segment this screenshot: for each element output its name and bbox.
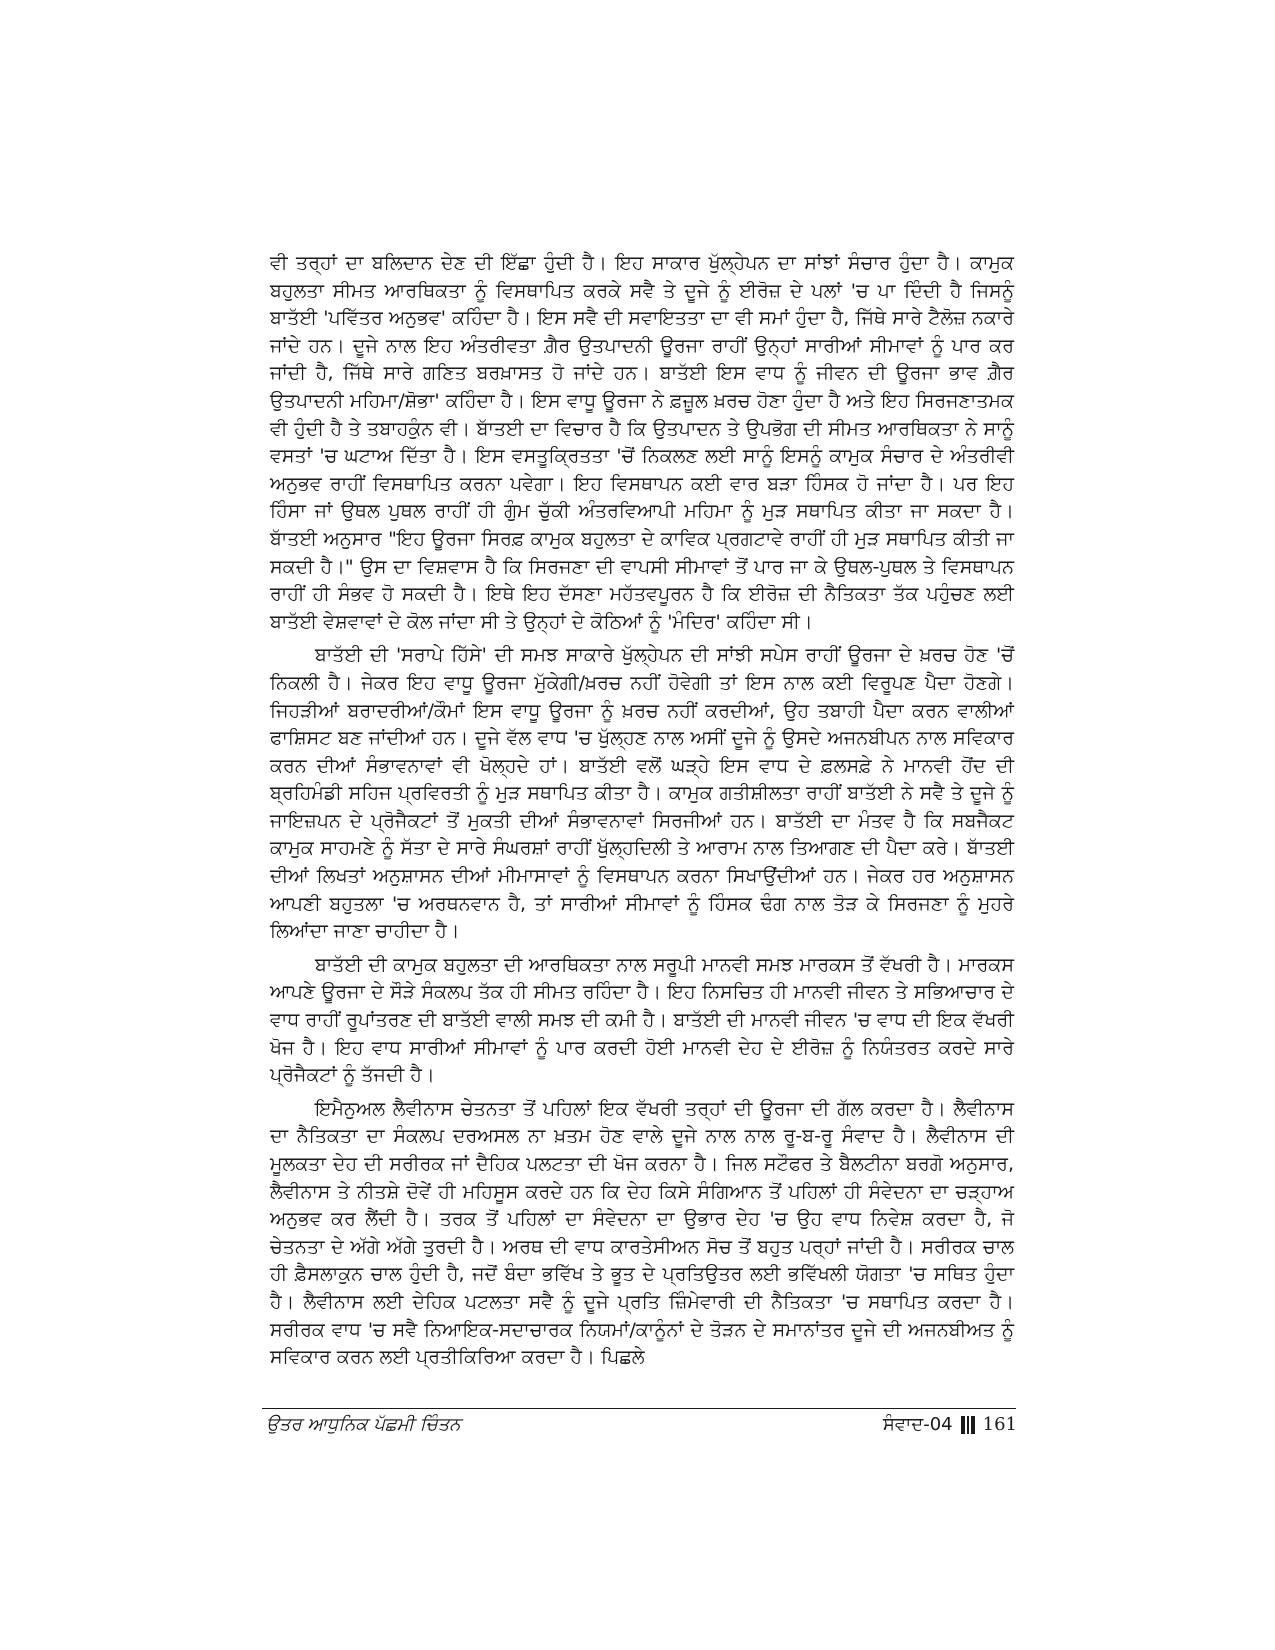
paragraph-4: ਇਮੈਨੁਅਲ ਲੈਵੀਨਾਸ ਚੇਤਨਤਾ ਤੋਂ ਪਹਿਲਾਂ ਇਕ ਵੱਖਰੀ ਤਰ੍ਹਾਂ ਦੀ ਊਰਜਾ ਦੀ ਗੱਲ ਕਰਦਾ ਹੈ। ਲੈਵੀਨਾਸ ਦਾ ਨੈਤਿਕਤਾ ਦਾ ਸੰਕਲਪ ਦਰਅਸਲ ਨਾ ਖ਼ਤਮ ਹੋਣ ਵਾਲੇ ਦੂਜੇ ਨਾਲ ਨਾਲ ਰੂ-ਬ-ਰੂ ਸੰਵਾਦ ਹੈ। ਲੈਵੀਨਾਸ ਦੀ ਮੂਲਕਤਾ ਦੇਹ ਦੀ ਸਰੀਰਕ ਜਾਂ ਦੈਹਿਕ ਪਲਟਤਾ ਦੀ ਖੋਜ ਕਰਨਾ ਹੈ। ਜਿਲ ਸਟੌਫਰ ਤੇ ਬੈਲਟੀਨਾ ਬਰਗੋ ਅਨੁਸਾਰ, ਲੈਵੀਨਾਸ ਤੇ ਨੀਤਸ਼ੇ ਦੋਵੇਂ ਹੀ ਮਹਿਸੂਸ ਕਰਦੇ ਹਨ ਕਿ ਦੇਹ ਕਿਸੇ ਸੰਗਿਆਨ ਤੋਂ ਪਹਿਲਾਂ ਹੀ ਸੰਵੇਦਨਾ ਦਾ ਚੜ੍ਹਾਅ ਅਨੁਭਵ ਕਰ ਲੈਂਦੀ ਹੈ। ਤਰਕ ਤੋਂ ਪਹਿਲਾਂ ਦਾ ਸੰਵੇਦਨਾ ਦਾ ਉਭਾਰ ਦੇਹ 'ਚ ਉਹ ਵਾਧ ਨਿਵੇਸ਼ ਕਰਦਾ ਹੈ, ਜੋ ਚੇਤਨਤਾ ਦੇ ਅੱਗੇ ਅੱਗੇ ਤੁਰਦੀ ਹੈ। ਅਰਥ ਦੀ ਵਾਧ ਕਾਰਤੇਸੀਅਨ ਸੋਚ ਤੋਂ ਬਹੁਤ ਪਰ੍ਹਾਂ ਜਾਂਦੀ ਹੈ। ਸਰੀਰਕ ਚਾਲ ਹੀ ਫ਼ੈਸਲਾਕੁਨ ਚਾਲ ਹੁੰਦੀ ਹੈ, ਜਦੋਂ ਬੰਦਾ ਭਵਿੱਖ ਤੇ ਭੂਤ ਦੇ ਪ੍ਰਤਿਉਤਰ ਲਈ ਭਵਿੱਖਲੀ ਯੋਗਤਾ 'ਚ ਸਥਿਤ ਹੁੰਦਾ ਹੈ। ਲੈਵੀਨਾਸ ਲਈ ਦੇਹਿਕ ਪਟਲਤਾ ਸਵੈ ਨੂੰ ਦੂਜੇ ਪ੍ਰਤਿ ਜ਼ਿੰਮੇਵਾਰੀ ਦੀ ਨੈਤਿਕਤਾ 'ਚ ਸਥਾਪਿਤ ਕਰਦਾ ਹੈ। ਸਰੀਰਕ ਵਾਧ 'ਚ ਸਵੈ ਨਿਆਇਕ-ਸਦਾਚਾਰਕ ਨਿਯਮਾਂ/ਕਾਨੂੰਨਾਂ ਦੇ ਤੋੜਨ ਦੇ ਸਮਾਨਾਂਤਰ ਦੂਜੇ ਦੀ ਅਜਨਬੀਅਤ ਨੂੰ ਸਵਿਕਾਰ ਕਰਨ ਲਈ ਪ੍ਰਤੀਕਿਰਿਆ ਕਰਦਾ ਹੈ। ਪਿਛਲੇ xyxy=(270,1097,1014,1369)
paragraph-1: ਵੀ ਤਰ੍ਹਾਂ ਦਾ ਬਲਿਦਾਨ ਦੇਣ ਦੀ ਇੱਛਾ ਹੁੰਦੀ ਹੈ। ਇਹ ਸਾਕਾਰ ਖੁੱਲ੍ਹੇਪਨ ਦਾ ਸਾਂਝਾਂ ਸੰਚਾਰ ਹੁੰਦਾ ਹੈ। ਕਾਮੁਕ ਬਹੁਲਤਾ ਸੀਮਤ ਆਰਥਿਕਤਾ ਨੂੰ ਵਿਸਥਾਪਿਤ ਕਰਕੇ ਸਵੈ ਤੇ ਦੂਜੇ ਨੂੰ ਈਰੋਜ਼ ਦੇ ਪਲਾਂ 'ਚ ਪਾ ਦਿੰਦੀ ਹੈ ਜਿਸਨੂੰ ਬਾਤੱਈ 'ਪਵਿੱਤਰ ਅਨੁਭਵ' ਕਹਿੰਦਾ ਹੈ। ਇਸ ਸਵੈ ਦੀ ਸਵਾਇਤਤਾ ਦਾ ਵੀ ਸਮਾਂ ਹੁੰਦਾ ਹੈ, ਜਿੱਥੇ ਸਾਰੇ ਟੈਲੋਜ਼ ਨਕਾਰੇ ਜਾਂਦੇ ਹਨ। ਦੂਜੇ ਨਾਲ ਇਹ ਅੰਤਰੀਵਤਾ ਗ਼ੈਰ ਉਤਪਾਦਨੀ ਊਰਜਾ ਰਾਹੀਂ ਉਨ੍ਹਾਂ ਸਾਰੀਆਂ ਸੀਮਾਵਾਂ ਨੂੰ ਪਾਰ ਕਰ ਜਾਂਦੀ ਹੈ, ਜਿੱਥੇ ਸਾਰੇ ਗਣਿਤ ਬਰਖ਼ਾਸਤ ਹੋ ਜਾਂਦੇ ਹਨ। ਬਾਤੱਈ ਇਸ ਵਾਧ ਨੂੰ ਜੀਵਨ ਦੀ ਊਰਜਾ ਭਾਵ ਗ਼ੈਰ ਉਤਪਾਦਨੀ ਮਹਿਮਾ/ਸ਼ੋਭਾ' ਕਹਿੰਦਾ ਹੈ। ਇਸ ਵਾਧੂ ਊਰਜਾ ਨੇ ਫ਼ਜ਼ੂਲ ਖ਼ਰਚ ਹੋਣਾ ਹੁੰਦਾ ਹੈ ਅਤੇ ਇਹ ਸਿਰਜਣਾਤਮਕ ਵੀ ਹੁੰਦੀ ਹੈ ਤੇ ਤਬਾਹਕੁੰਨ ਵੀ। ਬਾੱਤਈ ਦਾ ਵਿਚਾਰ ਹੈ ਕਿ ਉਤਪਾਦਨ ਤੇ ਉਪਭੋਗ ਦੀ ਸੀਮਤ ਆਰਥਿਕਤਾ ਨੇ ਸਾਨੂੰ ਵਸਤਾਂ 'ਚ ਘਟਾਅ ਦਿੱਤਾ ਹੈ। ਇਸ ਵਸਤੂਕ੍ਰਿਤਤਾ 'ਚੋਂ ਨਿਕਲਣ ਲਈ ਸਾਨੂੰ ਇਸਨੂੰ ਕਾਮੁਕ ਸੰਚਾਰ ਦੇ ਅੰਤਰੀਵੀ ਅਨੁਭਵ ਰਾਹੀਂ ਵਿਸਥਾਪਿਤ ਕਰਨਾ ਪਵੇਗਾ। ਇਹ ਵਿਸਥਾਪਨ ਕਈ ਵਾਰ ਬੜਾ ਹਿੰਸਕ ਹੋ ਜਾਂਦਾ ਹੈ। ਪਰ ਇਹ ਹਿੰਸਾ ਜਾਂ ਉਥਲ ਪੁਥਲ ਰਾਹੀਂ ਹੀ ਗੁੰਮ ਚੁੱਕੀ ਅੰਤਰਵਿਆਪੀ ਮਹਿਮਾ ਨੂੰ ਮੁੜ ਸਥਾਪਿਤ ਕੀਤਾ ਜਾ ਸਕਦਾ ਹੈ। ਬਾੱਤਈ ਅਨੁਸਾਰ "ਇਹ ਊਰਜਾ ਸਿਰਫ਼ ਕਾਮੁਕ ਬਹੁਲਤਾ ਦੇ ਕਾਵਿਕ ਪ੍ਰਗਟਾਵੇ ਰਾਹੀਂ ਹੀ ਮੁੜ ਸਥਾਪਿਤ ਕੀਤੀ ਜਾ ਸਕਦੀ ਹੈ।" ਉਸ ਦਾ ਵਿਸ਼ਵਾਸ ਹੈ ਕਿ ਸਿਰਜਣਾ ਦੀ ਵਾਪਸੀ ਸੀਮਾਵਾਂ ਤੋਂ ਪਾਰ ਜਾ ਕੇ ਉਥਲ-ਪੁਥਲ ਤੇ ਵਿਸਥਾਪਨ ਰਾਹੀਂ ਹੀ ਸੰਭਵ ਹੋ ਸਕਦੀ ਹੈ। ਇਥੇ ਇਹ ਦੱਸਣਾ ਮਹੱਤਵਪੂਰਨ ਹੈ ਕਿ ਈਰੋਜ਼ ਦੀ ਨੈਤਿਕਤਾ ਤੱਕ ਪਹੁੰਚਣ ਲਈ ਬਾਤੱਈ ਵੇਸ਼ਵਾਵਾਂ ਦੇ ਕੋਲ ਜਾਂਦਾ ਸੀ ਤੇ ਉਨ੍ਹਾਂ ਦੇ ਕੋਠਿਆਂ ਨੂੰ 'ਮੰਦਿਰ' ਕਹਿੰਦਾ ਸੀ। xyxy=(270,252,1014,633)
footer-divider xyxy=(262,1408,1016,1409)
paragraph-2: ਬਾਤੱਈ ਦੀ 'ਸਰਾਪੇ ਹਿੱਸੇ' ਦੀ ਸਮਝ ਸਾਕਾਰੇ ਖੁੱਲ੍ਹੇਪਨ ਦੀ ਸਾਂਝੀ ਸਪੇਸ ਰਾਹੀਂ ਊਰਜਾ ਦੇ ਖ਼ਰਚ ਹੋਣ 'ਚੋਂ ਨਿਕਲੀ ਹੈ। ਜੇਕਰ ਇਹ ਵਾਧੂ ਊਰਜਾ ਮੁੱਕੇਗੀ/ਖ਼ਰਚ ਨਹੀਂ ਹੋਵੇਗੀ ਤਾਂ ਇਸ ਨਾਲ ਕਈ ਵਿਰੂਪਣ ਪੈਦਾ ਹੋਣਗੇ। ਜਿਹੜੀਆਂ ਬਰਾਦਰੀਆਂ/ਕੌਮਾਂ ਇਸ ਵਾਧੂ ਊਰਜਾ ਨੂੰ ਖ਼ਰਚ ਨਹੀਂ ਕਰਦੀਆਂ, ਉਹ ਤਬਾਹੀ ਪੈਦਾ ਕਰਨ ਵਾਲੀਆਂ ਫਾਸ਼ਿਸਟ ਬਣ ਜਾਂਦੀਆਂ ਹਨ। ਦੂਜੇ ਵੱਲ ਵਾਧ 'ਚ ਖੁੱਲ੍ਹਣ ਨਾਲ ਅਸੀਂ ਦੂਜੇ ਨੂੰ ਉਸਦੇ ਅਜਨਬੀਪਨ ਨਾਲ ਸਵਿਕਾਰ ਕਰਨ ਦੀਆਂ ਸੰਭਾਵਨਾਵਾਂ ਵੀ ਖੋਲ੍ਹਦੇ ਹਾਂ। ਬਾਤੱਈ ਵਲੋਂ ਘੜ੍ਹੇ ਇਸ ਵਾਧ ਦੇ ਫ਼ਲਸਫ਼ੇ ਨੇ ਮਾਨਵੀ ਹੋਂਦ ਦੀ ਬ੍ਰਹਿਮੰਡੀ ਸਹਿਜ ਪ੍ਰਵਿਰਤੀ ਨੂੰ ਮੁੜ ਸਥਾਪਿਤ ਕੀਤਾ ਹੈ। ਕਾਮੁਕ ਗਤੀਸ਼ੀਲਤਾ ਰਾਹੀਂ ਬਾਤੱਈ ਨੇ ਸਵੈ ਤੇ ਦੂਜੇ ਨੂੰ ਜਾਇਜ਼ਪਨ ਦੇ ਪ੍ਰੋਜੈਕਟਾਂ ਤੋਂ ਮੁਕਤੀ ਦੀਆਂ ਸੰਭਾਵਨਾਵਾਂ ਸਿਰਜੀਆਂ ਹਨ। ਬਾਤੱਈ ਦਾ ਮੰਤਵ ਹੈ ਕਿ ਸਬਜੈਕਟ ਕਾਮੁਕ ਸਾਹਮਣੇ ਨੂੰ ਸੱਤਾ ਦੇ ਸਾਰੇ ਸੰਘਰਸ਼ਾਂ ਰਾਹੀਂ ਖੁੱਲ੍ਹਦਿਲੀ ਤੇ ਆਰਾਮ ਨਾਲ ਤਿਆਗਣ ਦੀ ਪੈਦਾ ਕਰੇ। ਬਾੱਤਈ ਦੀਆਂ ਲਿਖਤਾਂ ਅਨੁਸ਼ਾਸਨ ਦੀਆਂ ਮੀਮਾਸਾਵਾਂ ਨੂੰ ਵਿਸਥਾਪਨ ਕਰਨਾ ਸਿਖਾਉਂਦੀਆਂ ਹਨ। ਜੇਕਰ ਹਰ ਅਨੁਸ਼ਾਸਨ ਆਪਣੀ ਬਹੁਤਲਾ 'ਚ ਅਰਥਨਵਾਨ ਹੈ, ਤਾਂ ਸਾਰੀਆਂ ਸੀਮਾਵਾਂ ਨੂੰ ਹਿੰਸਕ ਢੰਗ ਨਾਲ ਤੋੜ ਕੇ ਸਿਰਜਣਾ ਨੂੰ ਮੁਹਰੇ ਲਿਆਂਦਾ ਜਾਣਾ ਚਾਹੀਦਾ ਹੈ। xyxy=(270,644,1014,943)
separator-bars-icon xyxy=(961,1416,975,1434)
page-number: 161 xyxy=(982,1414,1017,1435)
body-text xyxy=(270,250,1014,1378)
footer-book-title: ਉਤਰ ਆਧੁਨਿਕ ਪੱਛਮੀ ਚਿੰਤਨ xyxy=(266,1414,461,1435)
paragraph-3: ਬਾਤੱਈ ਦੀ ਕਾਮੁਕ ਬਹੁਲਤਾ ਦੀ ਆਰਥਿਕਤਾ ਨਾਲ ਸਰੂਪੀ ਮਾਨਵੀ ਸਮਝ ਮਾਰਕਸ ਤੋਂ ਵੱਖਰੀ ਹੈ। ਮਾਰਕਸ ਆਪਣੇ ਊਰਜਾ ਦੇ ਸੌੜੇ ਸੰਕਲਪ ਤੱਕ ਹੀ ਸੀਮਤ ਰਹਿੰਦਾ ਹੈ। ਇਹ ਨਿਸਚਿਤ ਹੀ ਮਾਨਵੀ ਜੀਵਨ ਤੇ ਸਭਿਆਚਾਰ ਦੇ ਵਾਧ ਰਾਹੀਂ ਰੂਪਾਂਤਰਣ ਦੀ ਬਾਤੱਈ ਵਾਲੀ ਸਮਝ ਦੀ ਕਮੀ ਹੈ। ਬਾਤੱਈ ਦੀ ਮਾਨਵੀ ਜੀਵਨ 'ਚ ਵਾਧ ਦੀ ਇਕ ਵੱਖਰੀ ਖੋਜ ਹੈ। ਇਹ ਵਾਧ ਸਾਰੀਆਂ ਸੀਮਾਵਾਂ ਨੂੰ ਪਾਰ ਕਰਦੀ ਹੋਈ ਮਾਨਵੀ ਦੇਹ ਦੇ ਈਰੋਜ਼ ਨੂੰ ਨਿਯੰਤਰਤ ਕਰਦੇ ਸਾਰੇ ਪ੍ਰੋਜੈਕਟਾਂ ਨੂੰ ਤੱਜਦੀ ਹੈ। xyxy=(270,953,1014,1087)
footer-journal-label: ਸੰਵਾਦ-04 xyxy=(882,1414,953,1435)
footer-page-info xyxy=(883,1414,1017,1435)
